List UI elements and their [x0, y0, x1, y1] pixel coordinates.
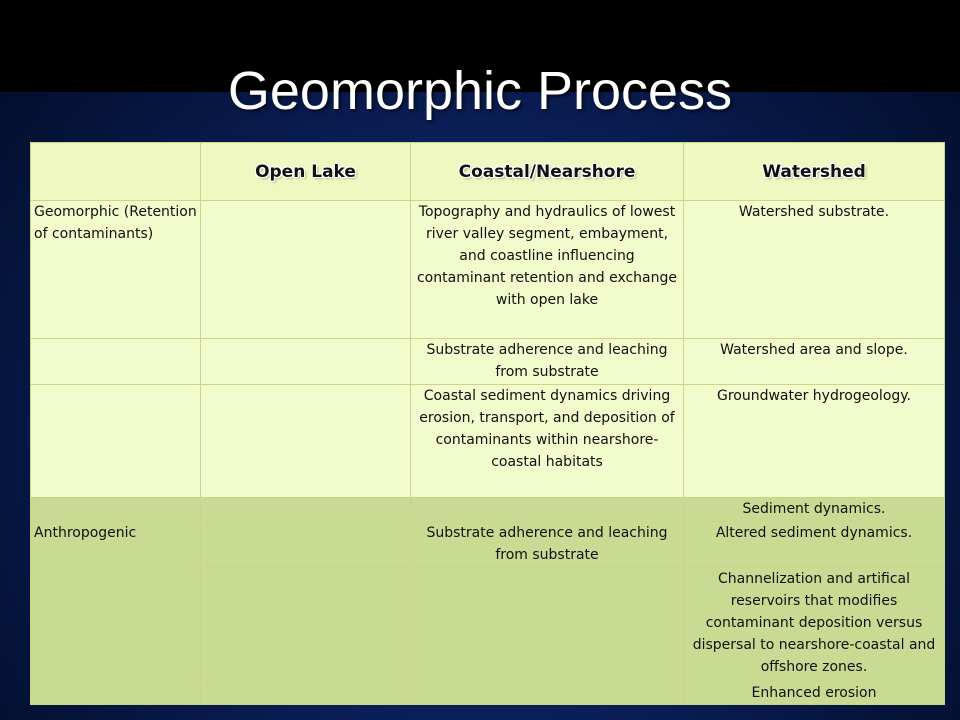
cell-coastal: Substrate adherence and leaching from substrate [411, 339, 684, 385]
process-table [30, 142, 945, 705]
header-open-lake: Open Lake [201, 143, 411, 201]
cell-open-lake [201, 385, 411, 498]
cell-open-lake [201, 522, 411, 568]
cell-coastal: Topography and hydraulics of lowest river valley segment, embayment, and coastline influencing contaminant retention and exchange with open lake [411, 201, 684, 339]
slide-title: Geomorphic Process [227, 61, 733, 121]
row-category [31, 385, 201, 498]
header-blank [31, 143, 201, 201]
cell-watershed: Groundwater hydrogeology. [684, 385, 945, 498]
cell-watershed: Channelization and artifical reservoirs that modifies contaminant deposition versus dispersal to nearshore-coastal and offshore zones. [684, 568, 945, 682]
header-coastal-nearshore: Coastal/Nearshore [411, 143, 684, 201]
cell-coastal [411, 498, 684, 522]
cell-coastal [411, 568, 684, 682]
cell-open-lake [201, 568, 411, 682]
row-category [31, 339, 201, 385]
table-row [31, 522, 945, 568]
table-row [31, 498, 945, 522]
header-row [31, 143, 945, 201]
cell-watershed: Sediment dynamics. [684, 498, 945, 522]
cell-open-lake [201, 498, 411, 522]
cell-open-lake [201, 339, 411, 385]
table-row [31, 385, 945, 498]
cell-coastal: Substrate adherence and leaching from substrate [411, 522, 684, 568]
row-category-geomorphic: Geomorphic (Retention of contaminants) [31, 201, 201, 339]
cell-open-lake [201, 201, 411, 339]
header-watershed: Watershed [684, 143, 945, 201]
cell-watershed: Watershed area and slope. [684, 339, 945, 385]
cell-watershed: Watershed substrate. [684, 201, 945, 339]
cell-coastal [411, 682, 684, 705]
table-row [31, 339, 945, 385]
row-category [31, 498, 201, 522]
cell-coastal: Coastal sediment dynamics driving erosion, transport, and deposition of contaminants within nearshore-coastal habitats [411, 385, 684, 498]
row-category-anthropogenic: Anthropogenic [31, 522, 201, 705]
cell-open-lake [201, 682, 411, 705]
cell-watershed: Enhanced erosion [684, 682, 945, 705]
table-row [31, 201, 945, 339]
cell-watershed: Altered sediment dynamics. [684, 522, 945, 568]
